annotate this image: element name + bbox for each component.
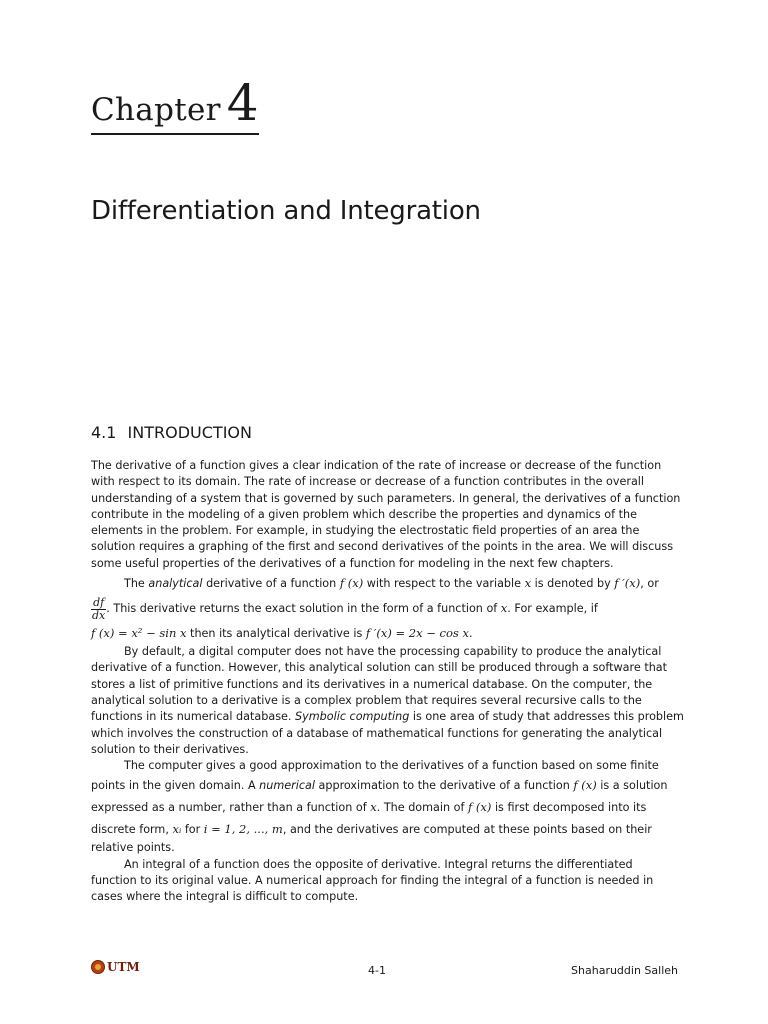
math-xi: xᵢ: [172, 822, 182, 837]
paragraph-line: contribute in the modeling of a given problem which describe the properties and dynamics of the: [91, 507, 637, 521]
author-name: Shaharuddin Salleh: [571, 964, 678, 977]
paragraph-line: solution to their derivatives.: [91, 742, 249, 756]
paragraph-line: The derivative of a function gives a clear indication of the rate of increase or decrease of the function: [91, 459, 662, 472]
paragraph-line: By default, a digital computer does not have the processing capability to produce the analytical: [124, 645, 662, 659]
text-run: functions in its numerical database.: [91, 710, 296, 724]
paragraph-line: analytical solution to a derivative is a complex problem that requires several recursive calls to the: [91, 693, 642, 707]
chapter-word: Chapter: [91, 92, 221, 128]
math-x: x: [524, 576, 532, 591]
paragraph-line: function to its original value. A numerical approach for finding the integral of a function is needed in: [91, 874, 654, 888]
text-run: . For example, if: [507, 602, 598, 616]
paragraph-line: [91, 572, 689, 594]
paragraph-line: [91, 774, 689, 796]
emphasis: numerical: [259, 779, 315, 793]
paragraph-line: with respect to its domain. The rate of increase or decrease of a function contributes in the overall: [91, 475, 645, 489]
text-run: approximation to the derivative of a function: [314, 779, 574, 793]
chapter-heading: [91, 74, 259, 135]
text-run: . This derivative returns the exact solution in the form of a function of: [106, 602, 501, 616]
text-run: discrete form,: [91, 823, 173, 837]
math-index-range: i = 1, 2, ..., m: [203, 822, 283, 837]
text-run: for: [181, 823, 204, 837]
fraction-denominator: dx: [92, 608, 106, 622]
body-text: [91, 458, 689, 906]
paragraph-line: stores a list of primitive functions and its derivatives in a numerical database. On the computer, the: [91, 677, 653, 691]
chapter-number: 4: [226, 74, 259, 132]
paragraph-line: understanding of a system that is governed by such parameters. In general, the derivatives of a function: [91, 491, 681, 505]
paragraph-line: [91, 594, 689, 622]
math-expression: f (x) = x² − sin x: [91, 626, 187, 641]
section-heading: [91, 423, 252, 442]
page-footer: [0, 958, 768, 982]
math-x: x: [370, 800, 377, 815]
text-run: is first decomposed into its: [491, 801, 647, 815]
paragraph-line: The computer gives a good approximation to the derivatives of a function based on some finite: [124, 759, 659, 773]
math-fx: f (x): [573, 778, 597, 793]
math-expression: f ′(x) = 2x − cos x: [365, 626, 469, 641]
text-run: derivative of a function: [202, 577, 340, 591]
emphasis: Symbolic computing: [295, 710, 410, 724]
math-fx: f (x): [468, 800, 492, 815]
text-run: The: [124, 577, 149, 591]
math-fprime: f ′(x): [614, 576, 641, 591]
logo-text: UTM: [107, 960, 140, 974]
paragraph-line: which involves the construction of a database of mathematical functions for generating the analytical: [91, 726, 663, 740]
text-run: , and the derivatives are computed at these points based on their: [282, 823, 652, 837]
paragraph-line: [91, 709, 689, 725]
paragraph-line: cases where the integral is difficult to compute.: [91, 890, 359, 904]
text-run: is a solution: [596, 779, 668, 793]
paragraph-line: some useful properties of the derivatives of a function for modeling in the next few chapters.: [91, 556, 614, 570]
utm-logo: [91, 960, 140, 974]
chapter-title: Differentiation and Integration: [91, 196, 481, 226]
paragraph-line: solution requires a graphing of the first and second derivatives of the points in the area. We will discuss: [91, 540, 674, 554]
paragraph-line: derivative of a function. However, this analytical solution can still be produced through a software that: [91, 661, 668, 675]
paragraph-line: relative points.: [91, 841, 175, 855]
text-run: expressed as a number, rather than a function of: [91, 801, 371, 815]
paragraph-line: An integral of a function does the opposite of derivative. Integral returns the differentiated: [124, 857, 633, 871]
emphasis: analytical: [148, 577, 203, 591]
text-run: is denoted by: [531, 577, 615, 591]
text-run: , or: [640, 577, 659, 591]
text-run: .: [468, 627, 473, 641]
text-run: . The domain of: [376, 801, 469, 815]
paragraph-line: elements in the problem. For example, in studying the electrostatic field properties of an area the: [91, 524, 640, 538]
section-number: 4.1: [91, 423, 117, 442]
fraction-df-dx: [91, 597, 106, 622]
utm-emblem-icon: [91, 960, 105, 974]
paragraph-line: [91, 818, 689, 840]
paragraph-line: [91, 622, 689, 644]
math-x: x: [500, 601, 508, 616]
fraction-numerator: df: [91, 597, 106, 610]
text-run: points in the given domain. A: [91, 779, 260, 793]
section-title: INTRODUCTION: [127, 423, 252, 442]
page-number: 4-1: [368, 964, 386, 977]
text-run: then its analytical derivative is: [186, 627, 366, 641]
text-run: with respect to the variable: [366, 577, 525, 591]
math-fx: f (x): [339, 576, 364, 591]
paragraph-line: [91, 796, 689, 818]
text-run: is one area of study that addresses this problem: [409, 710, 684, 724]
